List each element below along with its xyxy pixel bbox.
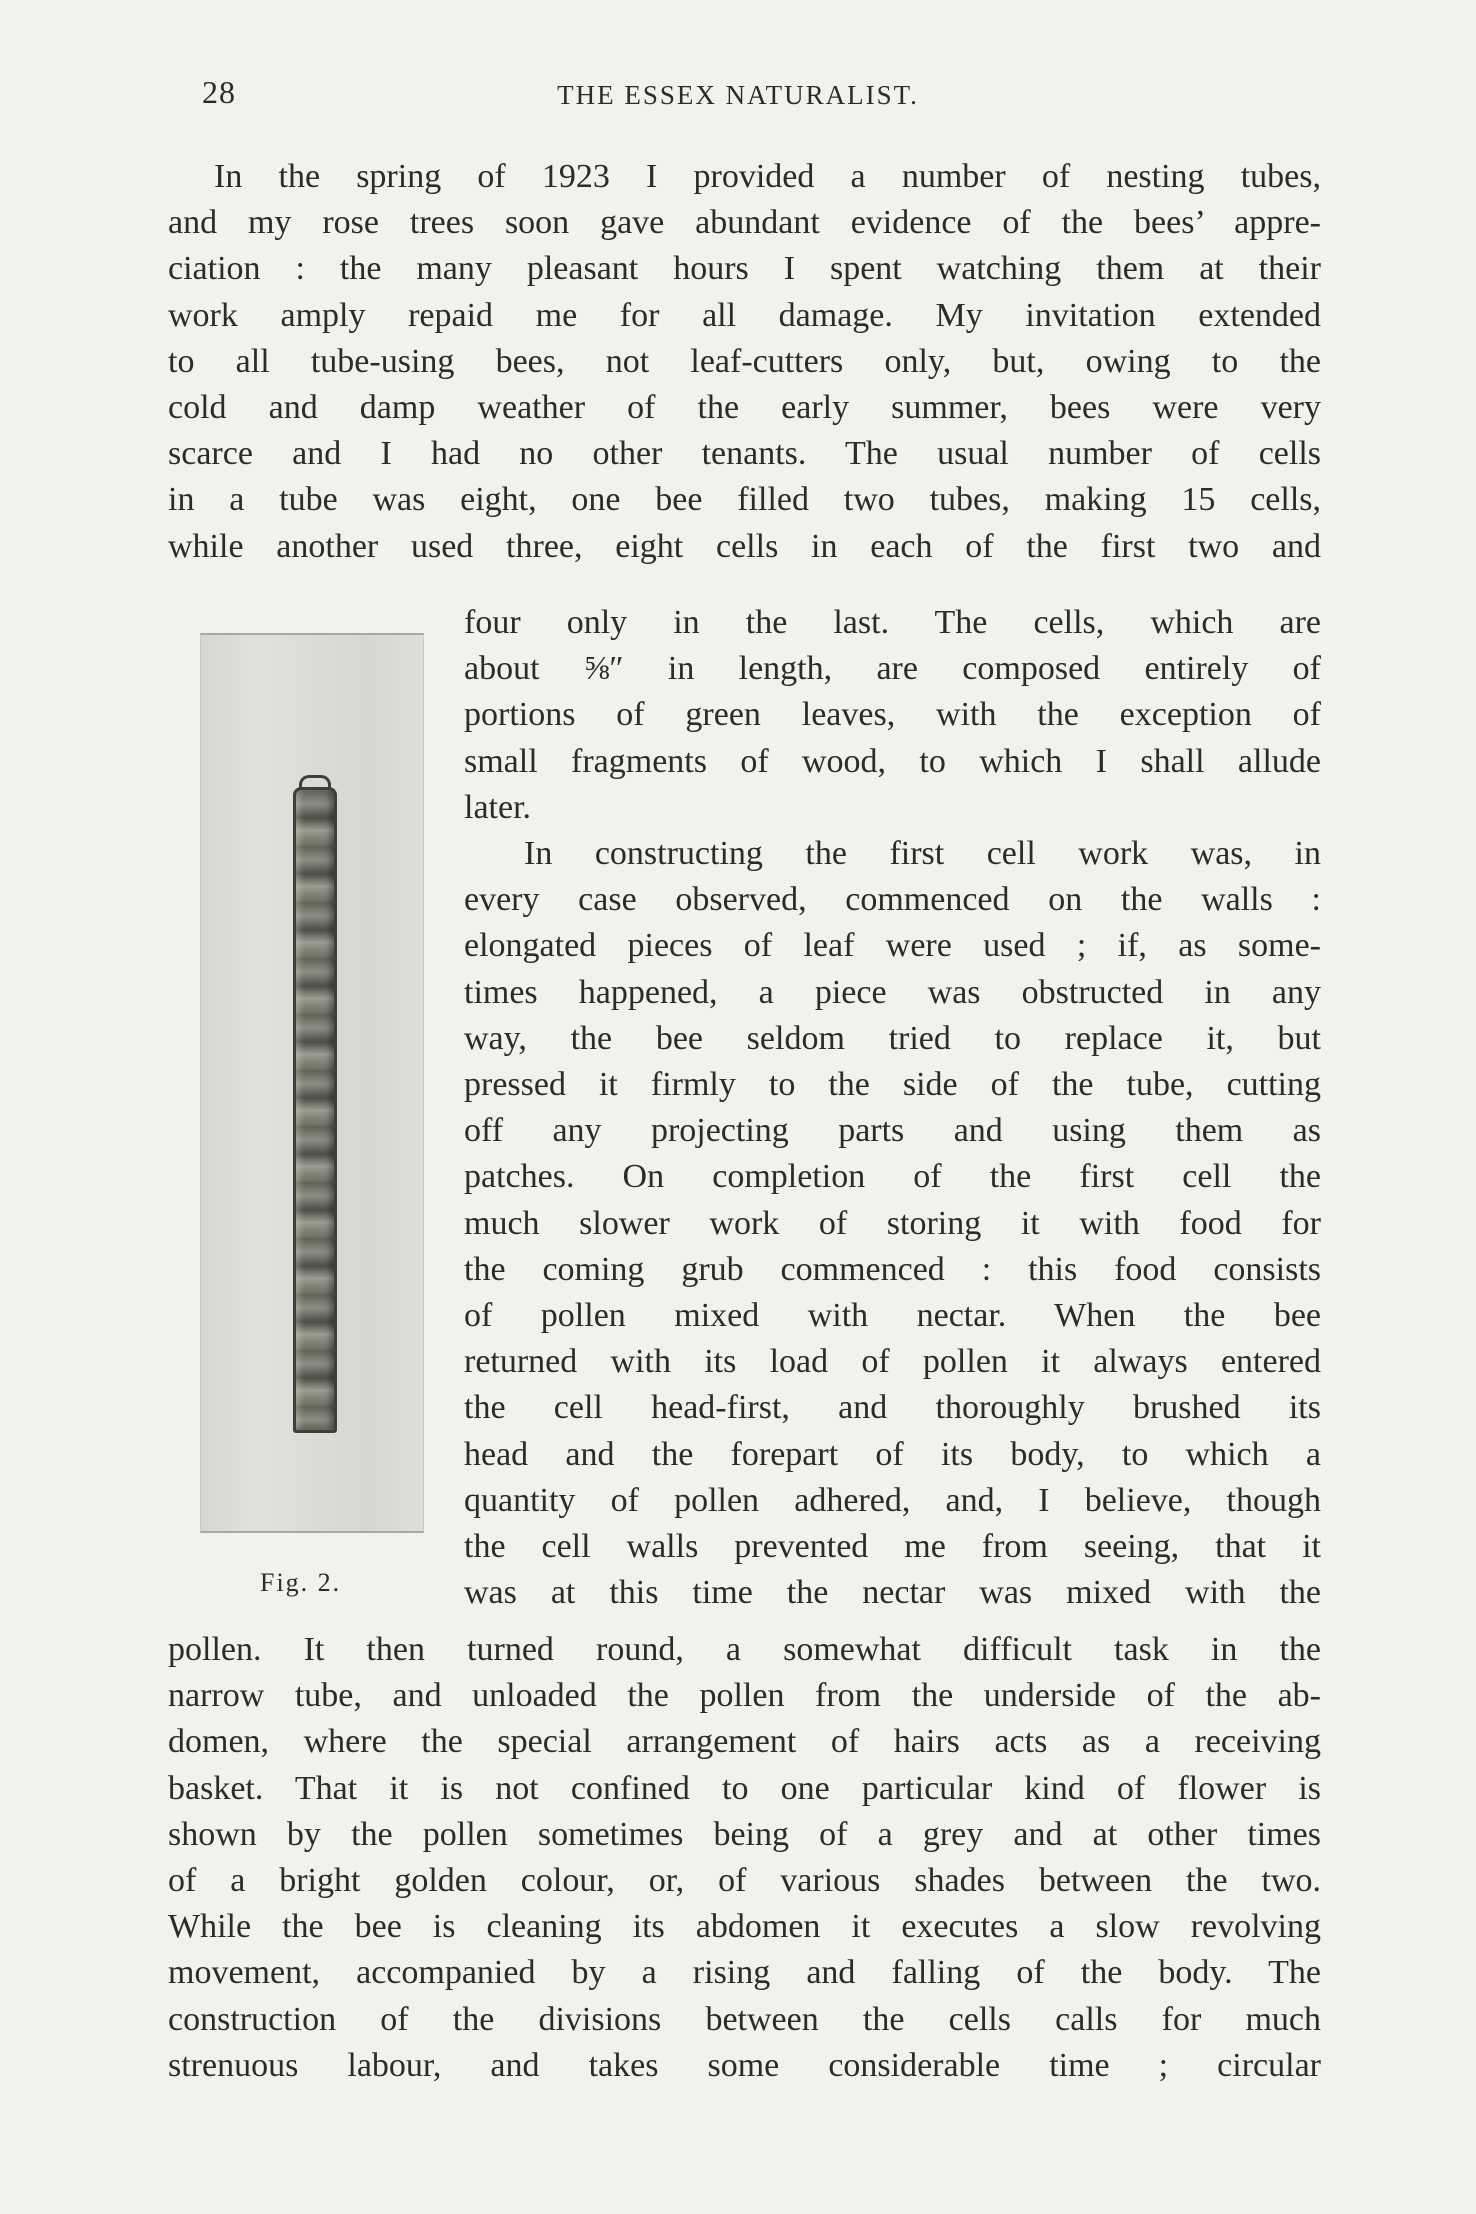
text-line: was at this time the nectar was mixed with the [464, 1574, 1321, 1612]
text-line: and my rose trees soon gave abundant evidence of the bees’ appre- [168, 204, 1321, 242]
text-line: way, the bee seldom tried to replace it, but [464, 1019, 1321, 1057]
text-line: ciation : the many pleasant hours I spent watching them at their [168, 250, 1321, 288]
text-line: the coming grub commenced : this food consists [464, 1250, 1321, 1288]
text-line: four only in the last. The cells, which are [464, 604, 1321, 641]
text-line: of pollen mixed with nectar. When the bee [464, 1297, 1321, 1334]
text-line: portions of green leaves, with the exception of [464, 696, 1321, 734]
text-line: in a tube was eight, one bee filled two tubes, making 15 cells, [168, 481, 1321, 519]
text-line: shown by the pollen sometimes being of a grey and at other times [168, 1815, 1321, 1853]
text-line: quantity of pollen adhered, and, I believe, though [464, 1481, 1321, 1519]
running-title: THE ESSEX NATURALIST. [557, 80, 919, 110]
text-line: strenuous labour, and takes some considerable time ; circular [168, 2046, 1321, 2084]
text-line: scarce and I had no other tenants. The usual number of cells [168, 435, 1321, 473]
page-number: 28 [202, 74, 236, 110]
text-line: While the bee is cleaning its abdomen it executes a slow revolving [168, 1908, 1321, 1946]
text-line: about ⅝″ in length, are composed entirely of [464, 650, 1321, 688]
nesting-tube-image [293, 787, 337, 1433]
text-line: of a bright golden colour, or, of various shades between the two. [168, 1862, 1321, 1899]
text-line: In constructing the first cell work was, in [524, 835, 1321, 872]
text-line: In the spring of 1923 I provided a number of nesting tubes, [214, 158, 1321, 195]
figure-caption: Fig. 2. [260, 1568, 342, 1597]
text-line: small fragments of wood, to which I shall allude [464, 742, 1321, 780]
text-line: every case observed, commenced on the walls : [464, 881, 1321, 919]
text-line: narrow tube, and unloaded the pollen from the underside of the ab- [168, 1677, 1321, 1715]
text-line: pressed it firmly to the side of the tube, cutting [464, 1066, 1321, 1103]
text-line: patches. On completion of the first cell the [464, 1158, 1321, 1196]
text-line: later. [464, 788, 532, 826]
text-line: much slower work of storing it with food for [464, 1204, 1321, 1242]
text-line: cold and damp weather of the early summer, bees were very [168, 389, 1321, 426]
text-line: the cell walls prevented me from seeing, that it [464, 1528, 1321, 1565]
text-line: pollen. It then turned round, a somewhat difficult task in the [168, 1631, 1321, 1668]
text-line: domen, where the special arrangement of hairs acts as a receiving [168, 1723, 1321, 1761]
text-line: times happened, a piece was obstructed in any [464, 973, 1321, 1011]
text-line: construction of the divisions between the cells calls for much [168, 2000, 1321, 2038]
text-line: movement, accompanied by a rising and falling of the body. The [168, 1954, 1321, 1992]
text-line: to all tube-using bees, not leaf-cutters only, but, owing to the [168, 342, 1321, 380]
text-line: returned with its load of pollen it always entered [464, 1343, 1321, 1381]
text-line: off any projecting parts and using them as [464, 1112, 1321, 1150]
text-line: while another used three, eight cells in each of the first two and [168, 527, 1321, 565]
text-line: the cell head-first, and thoroughly brushed its [464, 1389, 1321, 1427]
text-line: basket. That it is not confined to one particular kind of flower is [168, 1769, 1321, 1807]
text-line: head and the forepart of its body, to which a [464, 1435, 1321, 1473]
text-line: elongated pieces of leaf were used ; if, as some- [464, 927, 1321, 965]
text-line: work amply repaid me for all damage. My invitation extended [168, 296, 1321, 334]
figure-photograph [200, 633, 424, 1533]
